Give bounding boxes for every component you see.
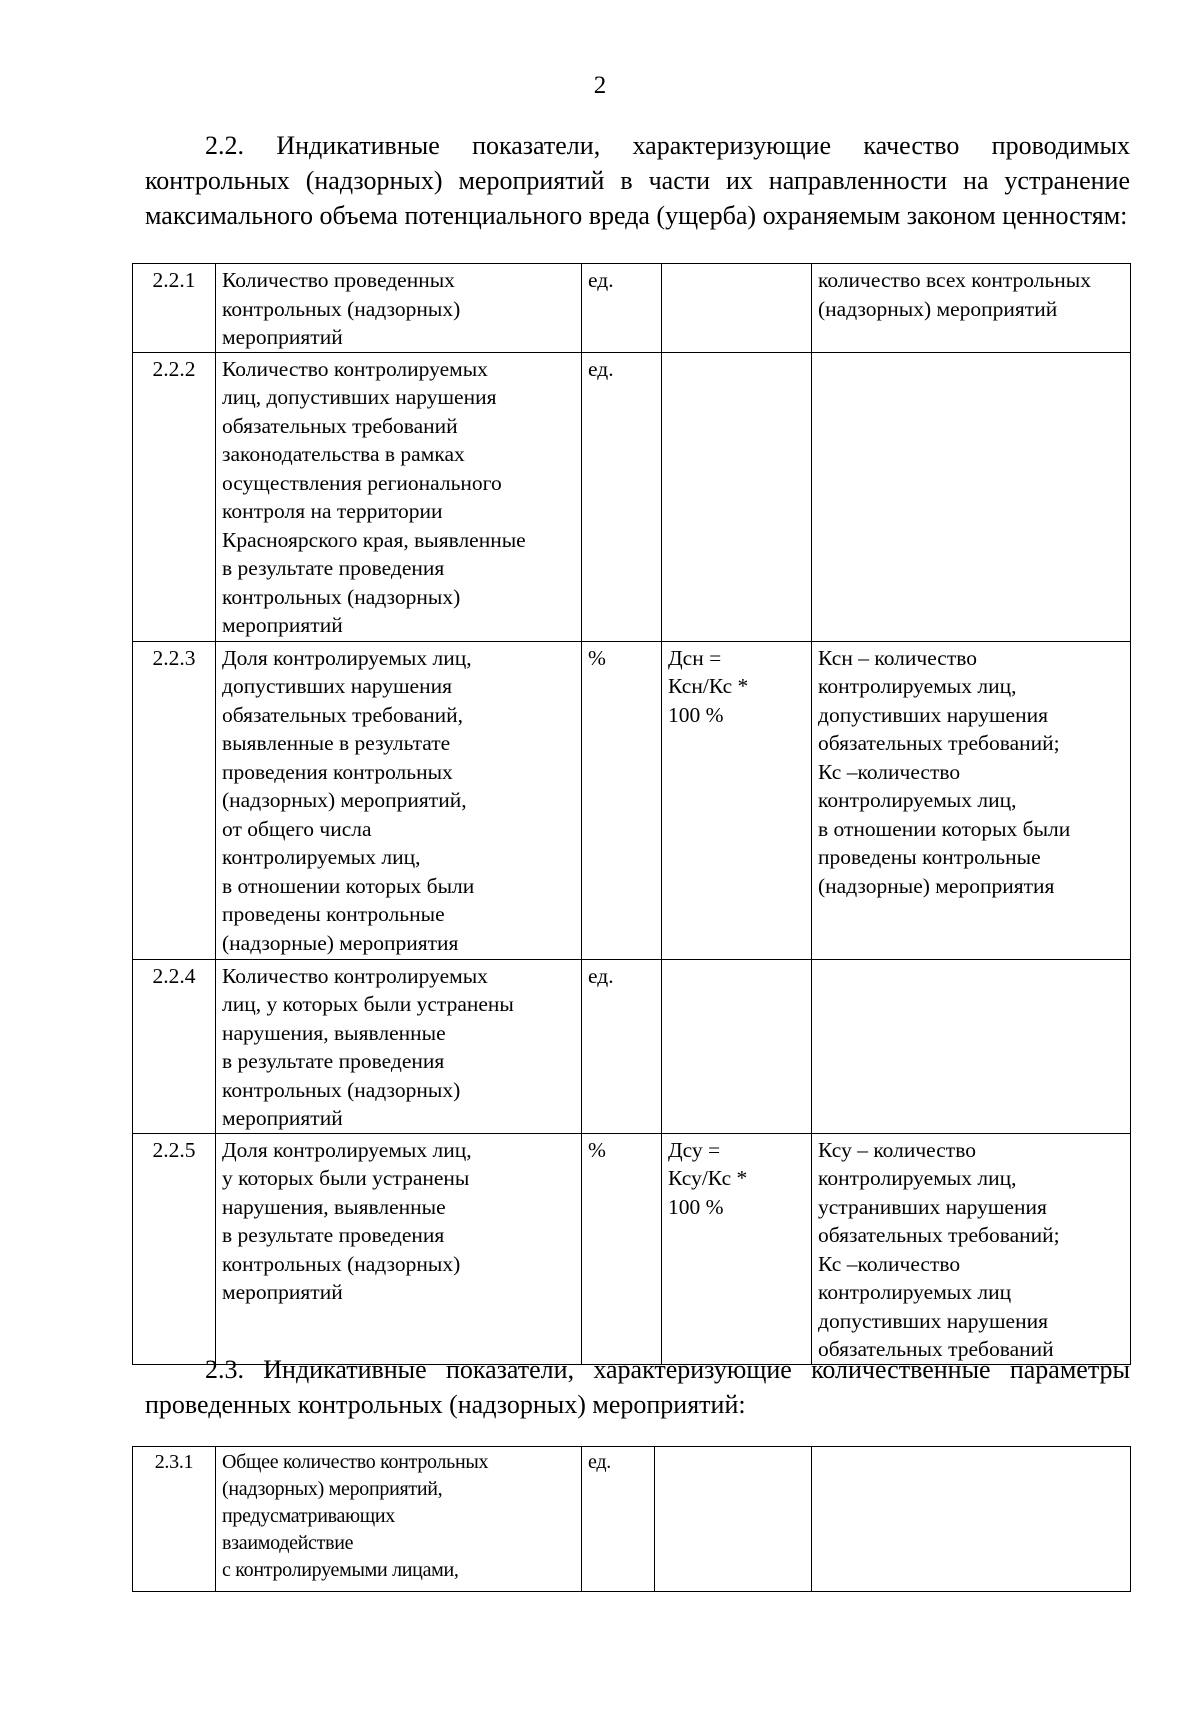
indicator-unit: % <box>582 641 662 959</box>
table-row <box>133 1133 1131 1364</box>
indicator-formula <box>662 959 812 1133</box>
table-row <box>133 641 1131 959</box>
indicators-table-2-3 <box>132 1446 1131 1592</box>
indicator-formula: Дсу = Ксу/Кс * 100 % <box>662 1133 812 1364</box>
indicator-comment: количество всех контрольных (надзорных) мероприятий <box>812 264 1131 353</box>
indicators-table-2-2 <box>132 263 1131 1365</box>
section-2-2-heading: 2.2. Индикативные показатели, характеризующие качество проводимых контрольных (надзорных) мероприятий в части их направленности на устранение максимального объема потенциального вреда (ущерба) охраняемым законом ценностям: <box>145 131 1130 230</box>
indicator-comment <box>812 352 1131 641</box>
table-row <box>133 264 1131 353</box>
indicator-name: Количество проведенных контрольных (надзорных) мероприятий <box>216 264 582 353</box>
indicator-unit: ед. <box>582 1447 655 1592</box>
table-row <box>133 352 1131 641</box>
row-number: 2.2.3 <box>133 641 216 959</box>
indicator-name: Количество контролируемых лиц, у которых были устранены нарушения, выявленные в результате проведения контрольных (надзорных) мероприятий <box>216 959 582 1133</box>
row-number: 2.2.1 <box>133 264 216 353</box>
indicator-formula: Дсн = Ксн/Кс * 100 % <box>662 641 812 959</box>
indicator-formula <box>662 352 812 641</box>
table-row <box>133 1447 1131 1592</box>
row-number: 2.2.2 <box>133 352 216 641</box>
indicator-unit: ед. <box>582 959 662 1133</box>
table-row <box>133 959 1131 1133</box>
row-number: 2.2.4 <box>133 959 216 1133</box>
indicator-unit: ед. <box>582 352 662 641</box>
indicator-name: Доля контролируемых лиц, допустивших нарушения обязательных требований, выявленные в результате проведения контрольных (надзорных) мероприятий, от общего числа контролируемых лиц, в отношении которых были проведены контрольные (надзорные) мероприятия <box>216 641 582 959</box>
indicator-name: Количество контролируемых лиц, допустивших нарушения обязательных требований законодательства в рамках осуществления регионального контроля на территории Красноярского края, выявленные в результате проведения контрольных (надзорных) мероприятий <box>216 352 582 641</box>
page-number: 2 <box>593 72 607 99</box>
indicator-comment <box>812 959 1131 1133</box>
indicator-formula <box>662 264 812 353</box>
indicator-name: Доля контролируемых лиц, у которых были устранены нарушения, выявленные в результате проведения контрольных (надзорных) мероприятий <box>216 1133 582 1364</box>
indicator-comment: Ксу – количество контролируемых лиц, устранивших нарушения обязательных требований; Кс –количество контролируемых лиц допустивших нарушения обязательных требований <box>812 1133 1131 1364</box>
indicator-name: Общее количество контрольных (надзорных) мероприятий, предусматривающих взаимодействие с контролируемыми лицами, <box>216 1447 582 1592</box>
indicator-comment: Ксн – количество контролируемых лиц, допустивших нарушения обязательных требований; Кс –количество контролируемых лиц, в отношении которых были проведены контрольные (надзорные) мероприятия <box>812 641 1131 959</box>
indicator-unit: % <box>582 1133 662 1364</box>
row-number: 2.3.1 <box>133 1447 216 1592</box>
indicator-unit: ед. <box>582 264 662 353</box>
row-number: 2.2.5 <box>133 1133 216 1364</box>
section-2-3-heading: 2.3. Индикативные показатели, характеризующие количественные параметры проведенных контрольных (надзорных) мероприятий: <box>145 1355 1130 1419</box>
indicator-formula <box>655 1447 812 1592</box>
indicator-comment <box>812 1447 1131 1592</box>
